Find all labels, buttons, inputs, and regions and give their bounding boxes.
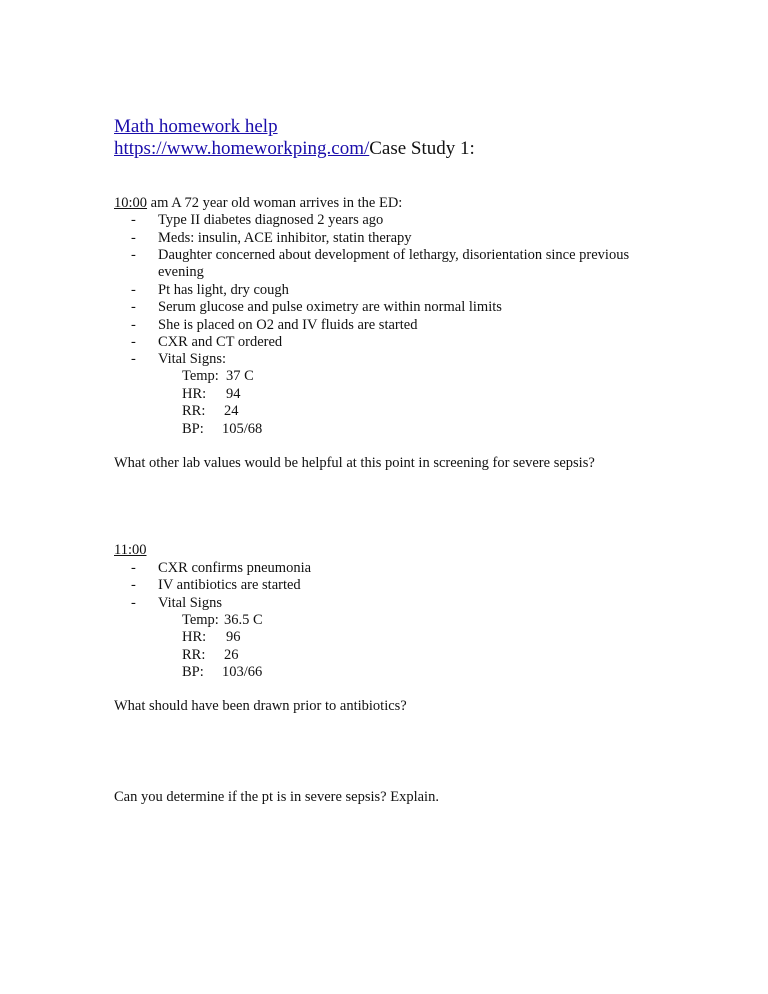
homeworkping-link[interactable]: https://www.homeworkping.com/ [114, 138, 370, 159]
section2-time: 11:00 [114, 542, 147, 558]
bullet-dash: - [131, 230, 136, 246]
bullet-dash: - [131, 247, 136, 263]
list-item-continuation: evening [158, 264, 204, 280]
list-item: Pt has light, dry cough [158, 282, 289, 298]
list-item: Daughter concerned about development of lethargy, disorientation since previous [158, 247, 630, 263]
bullet-dash: - [131, 595, 136, 611]
header-line-2 [114, 138, 475, 160]
math-homework-help-link[interactable]: Math homework help [114, 116, 278, 137]
list-item: Type II diabetes diagnosed 2 years ago [158, 212, 384, 228]
list-item: Vital Signs [158, 595, 222, 611]
bullet-dash: - [131, 560, 136, 576]
bullet-dash: - [131, 351, 136, 367]
vital-label-temp: Temp: [182, 612, 219, 628]
vital-label-hr: HR: [182, 629, 207, 645]
question-lab-values: What other lab values would be helpful at this point in screening for severe sepsis? [114, 455, 595, 471]
list-item: CXR confirms pneumonia [158, 560, 312, 576]
case-study-title: Case Study 1: [369, 138, 475, 159]
header-line-1 [114, 116, 278, 138]
list-item: IV antibiotics are started [158, 577, 301, 593]
list-item: Vital Signs: [158, 351, 227, 367]
vital-label-bp: BP: [182, 421, 204, 437]
vital-value-bp: 105/68 [222, 421, 263, 437]
list-item: She is placed on O2 and IV fluids are started [158, 317, 418, 333]
bullet-dash: - [131, 317, 136, 333]
question-severe-sepsis: Can you determine if the pt is in severe sepsis? Explain. [114, 789, 439, 805]
bullet-dash: - [131, 299, 136, 315]
vital-value-rr: 26 [224, 647, 239, 663]
vital-value-temp: 36.5 C [224, 612, 263, 628]
bullet-dash: - [131, 282, 136, 298]
bullet-dash: - [131, 334, 136, 350]
vital-label-bp: BP: [182, 664, 204, 680]
vital-label-temp: Temp: [182, 368, 219, 384]
vital-value-hr: 96 [226, 629, 241, 645]
vital-label-hr: HR: [182, 386, 207, 402]
list-item: Meds: insulin, ACE inhibitor, statin therapy [158, 230, 412, 246]
vital-value-temp: 37 C [226, 368, 254, 384]
section1-intro-text: am A 72 year old woman arrives in the ED: [147, 195, 403, 211]
vital-value-bp: 103/66 [222, 664, 263, 680]
list-item: Serum glucose and pulse oximetry are within normal limits [158, 299, 502, 315]
list-item: CXR and CT ordered [158, 334, 283, 350]
vital-label-rr: RR: [182, 647, 206, 663]
vital-value-hr: 94 [226, 386, 241, 402]
vital-value-rr: 24 [224, 403, 239, 419]
vital-label-rr: RR: [182, 403, 206, 419]
question-drawn-prior: What should have been drawn prior to antibiotics? [114, 698, 407, 714]
bullet-dash: - [131, 212, 136, 228]
bullet-dash: - [131, 577, 136, 593]
section1-intro [114, 195, 402, 212]
section1-time: 10:00 [114, 195, 148, 211]
section2-time-line [114, 542, 147, 559]
